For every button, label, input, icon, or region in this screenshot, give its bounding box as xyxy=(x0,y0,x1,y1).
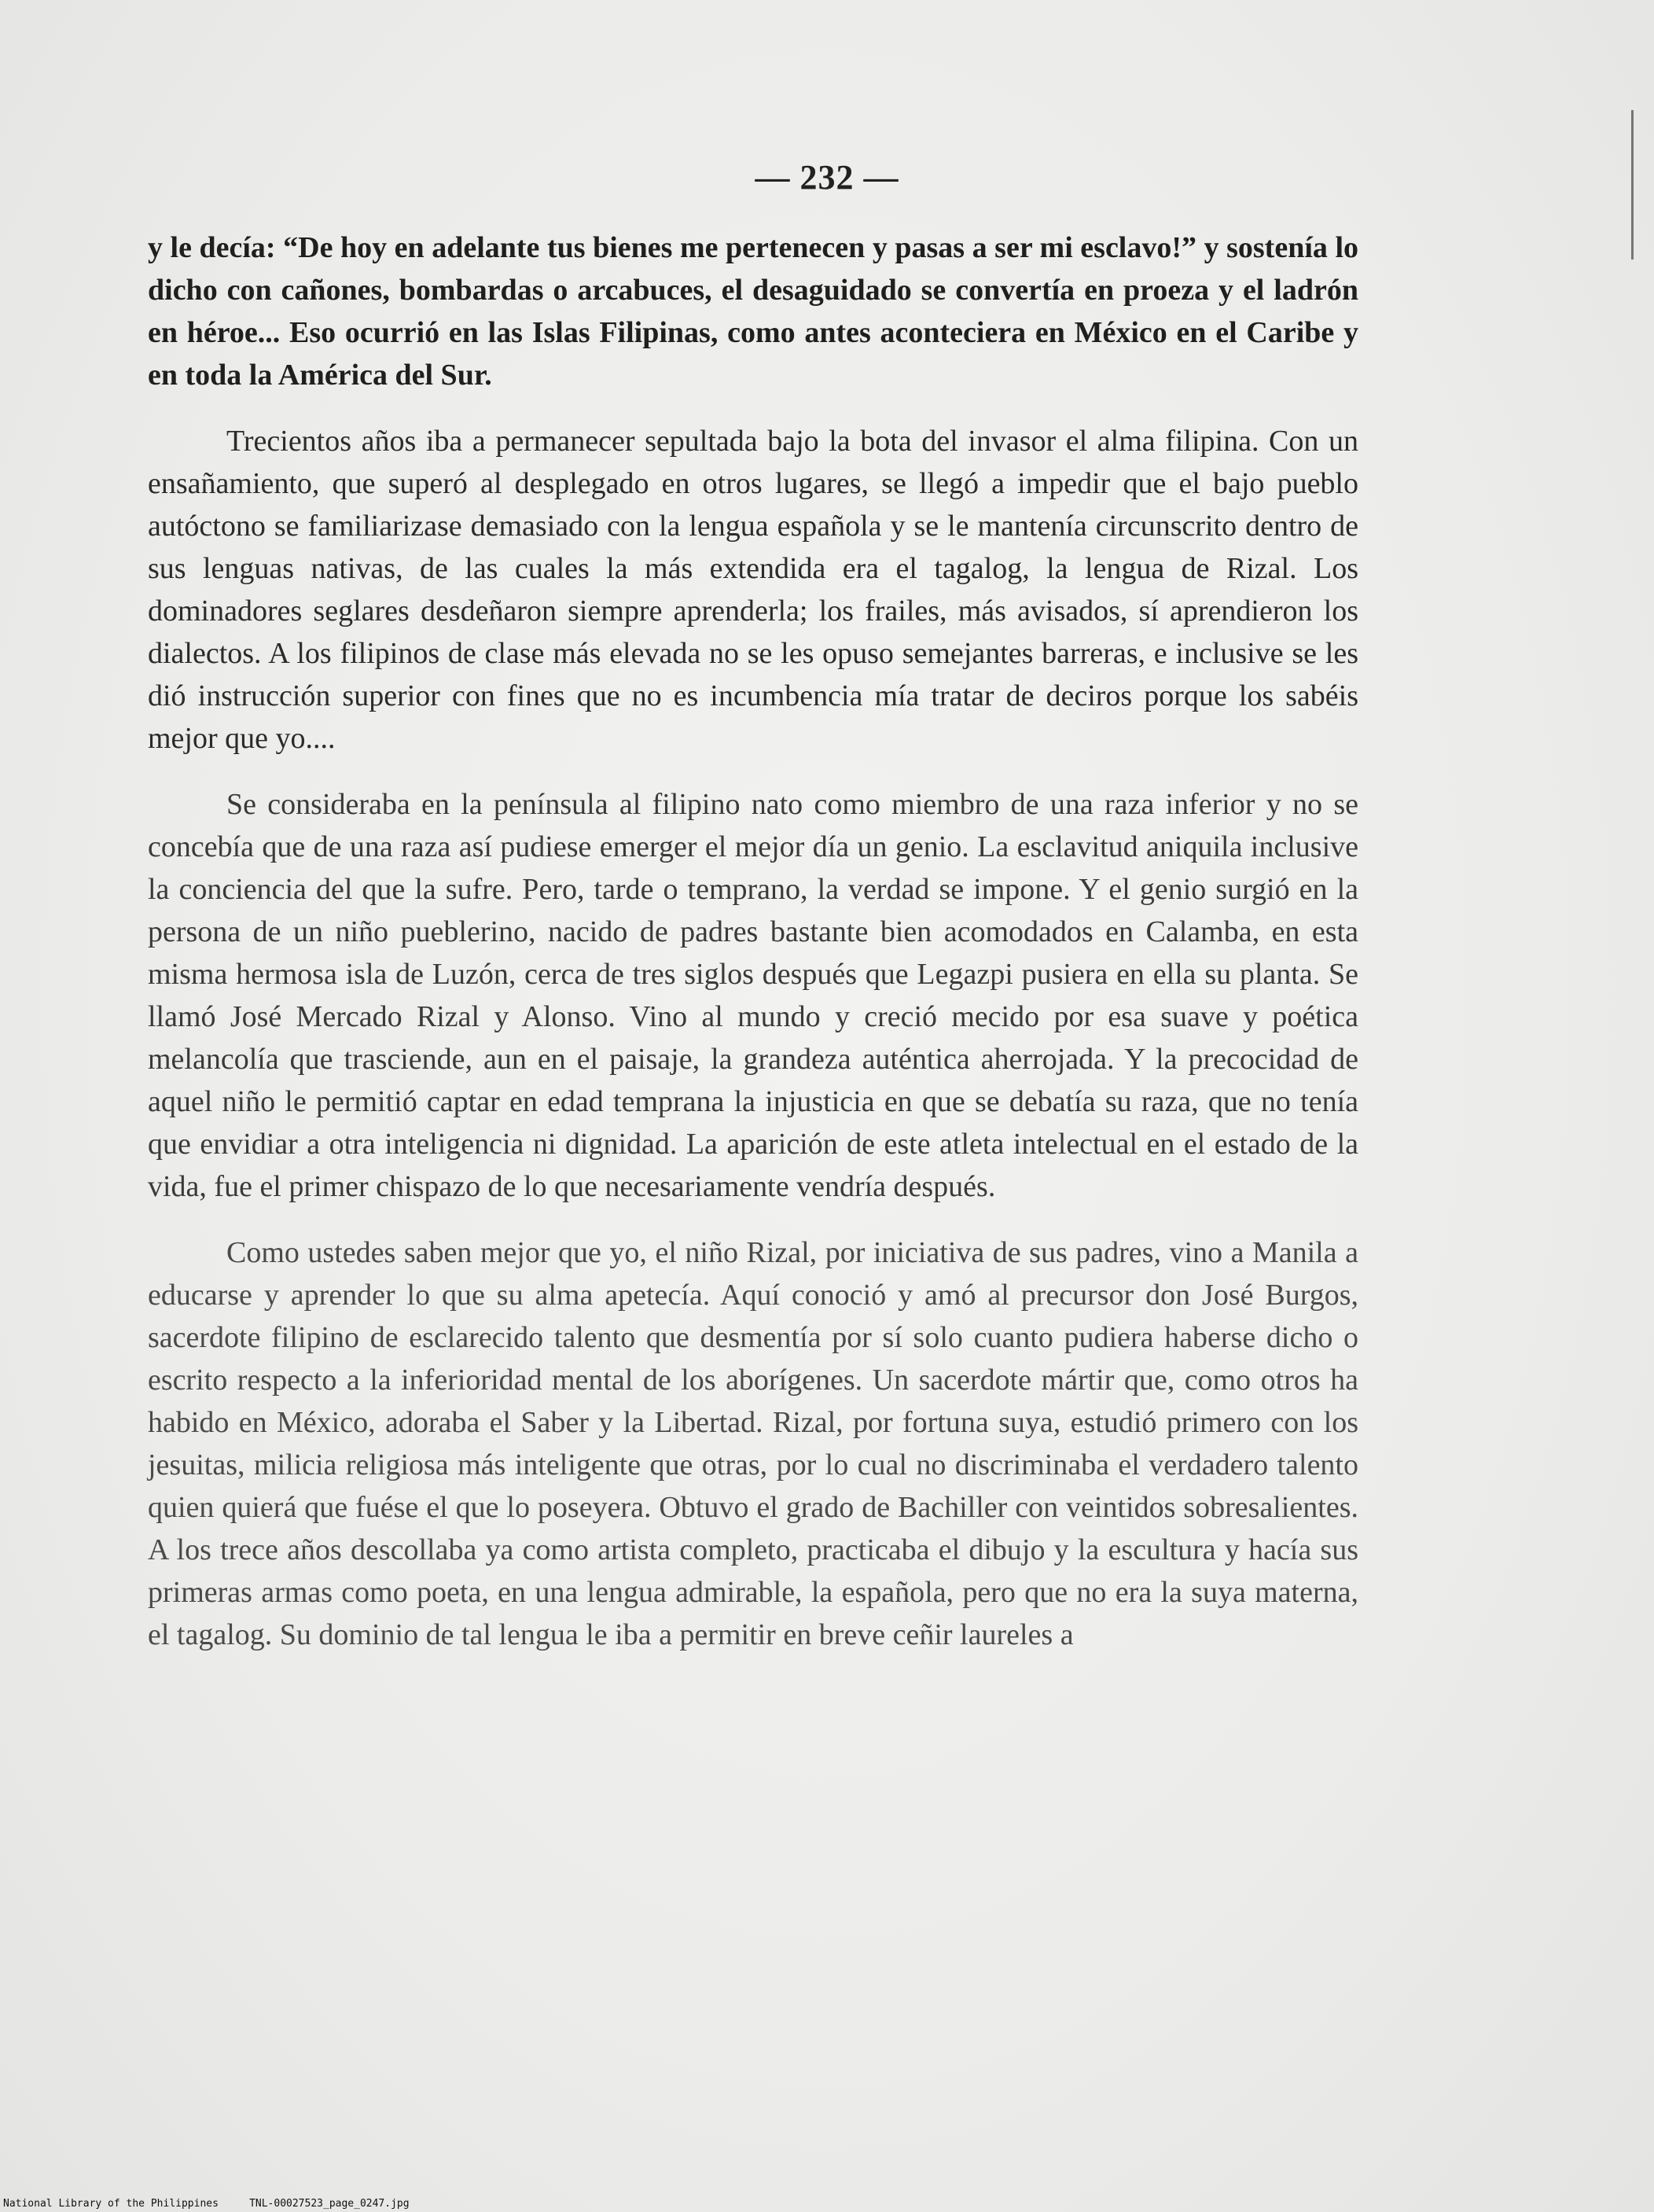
page-number: — 232 — xyxy=(755,158,899,197)
body-text xyxy=(148,226,1358,1656)
scan-footer-caption: National Library of the Philippines TNL-00027523_page_0247.jpg xyxy=(3,2198,410,2210)
paragraph-4: Como ustedes saben mejor que yo, el niño Rizal, por iniciativa de sus padres, vino a Manila a educarse y aprender lo que su alma apetecía. Aquí conoció y amó al precursor don José Burgos, sacerdote filipino de esclarecido talento que desmentía por sí solo cuanto pudiera haberse dicho o escrito respecto a la inferioridad mental de los aborígenes. Un sacerdote mártir que, como otros ha habido en México, adoraba el Saber y la Libertad. Rizal, por fortuna suya, estudió primero con los jesuitas, milicia religiosa más inteligente que otras, por lo cual no discriminaba el verdadero talento quien quierá que fuése el que lo poseyera. Obtuvo el grado de Bachiller con veintidos sobresalientes. A los trece años descollaba ya como artista completo, practicaba el dibujo y la escultura y hacía sus primeras armas como poeta, en una lengua admirable, la española, pero que no era la suya materna, el tagalog. Su dominio de tal lengua le iba a permitir en breve ceñir laureles a xyxy=(148,1236,1358,1651)
paragraph-3: Se consideraba en la península al filipino nato como miembro de una raza inferior y no se concebía que de una raza así pudiese emerger el mejor día un genio. La esclavitud aniquila inclusive la conciencia del que la sufre. Pero, tarde o temprano, la verdad se impone. Y el genio surgió en la persona de un niño pueblerino, nacido de padres bastante bien acomodados en Calamba, en esta misma hermosa isla de Luzón, cerca de tres siglos después que Legazpi pusiera en ella su planta. Se llamó José Mercado Rizal y Alonso. Vino al mundo y creció mecido por esa suave y poética melancolía que trasciende, aun en el paisaje, la grandeza auténtica aherrojada. Y la precocidad de aquel niño le permitió captar en edad temprana la injusticia en que se debatía su raza, que no tenía que envidiar a otra inteligencia ni dignidad. La aparición de este atleta intelectual en el estado de la vida, fue el primer chispazo de lo que necesariamente vendría después. xyxy=(148,788,1358,1203)
paragraph-2: Trecientos años iba a permanecer sepultada bajo la bota del invasor el alma filipina. Con un ensañamiento, que superó al desplegado en otros lugares, se llegó a impedir que el bajo pueblo autóctono se familiarizase demasiado con la lengua española y se le mantenía circunscrito dentro de sus lenguas nativas, de las cuales la más extendida era el tagalog, la lengua de Rizal. Los dominadores seglares desdeñaron siempre aprenderla; los frailes, más avisados, sí aprendieron los dialectos. A los filipinos de clase más elevada no se les opuso semejantes barreras, e inclusive se les dió instrucción superior con fines que no es incumbencia mía tratar de deciros porque los sabéis mejor que yo.... xyxy=(148,425,1358,755)
paragraph-1: y le decía: “De hoy en adelante tus bienes me pertenecen y pasas a ser mi esclavo!” y sostenía lo dicho con cañones, bombardas o arcabuces, el desaguidado se convertía en proeza y el ladrón en héroe... Eso ocurrió en las Islas Filipinas, como antes aconteciera en México en el Caribe y en toda la América del Sur. xyxy=(148,231,1358,392)
